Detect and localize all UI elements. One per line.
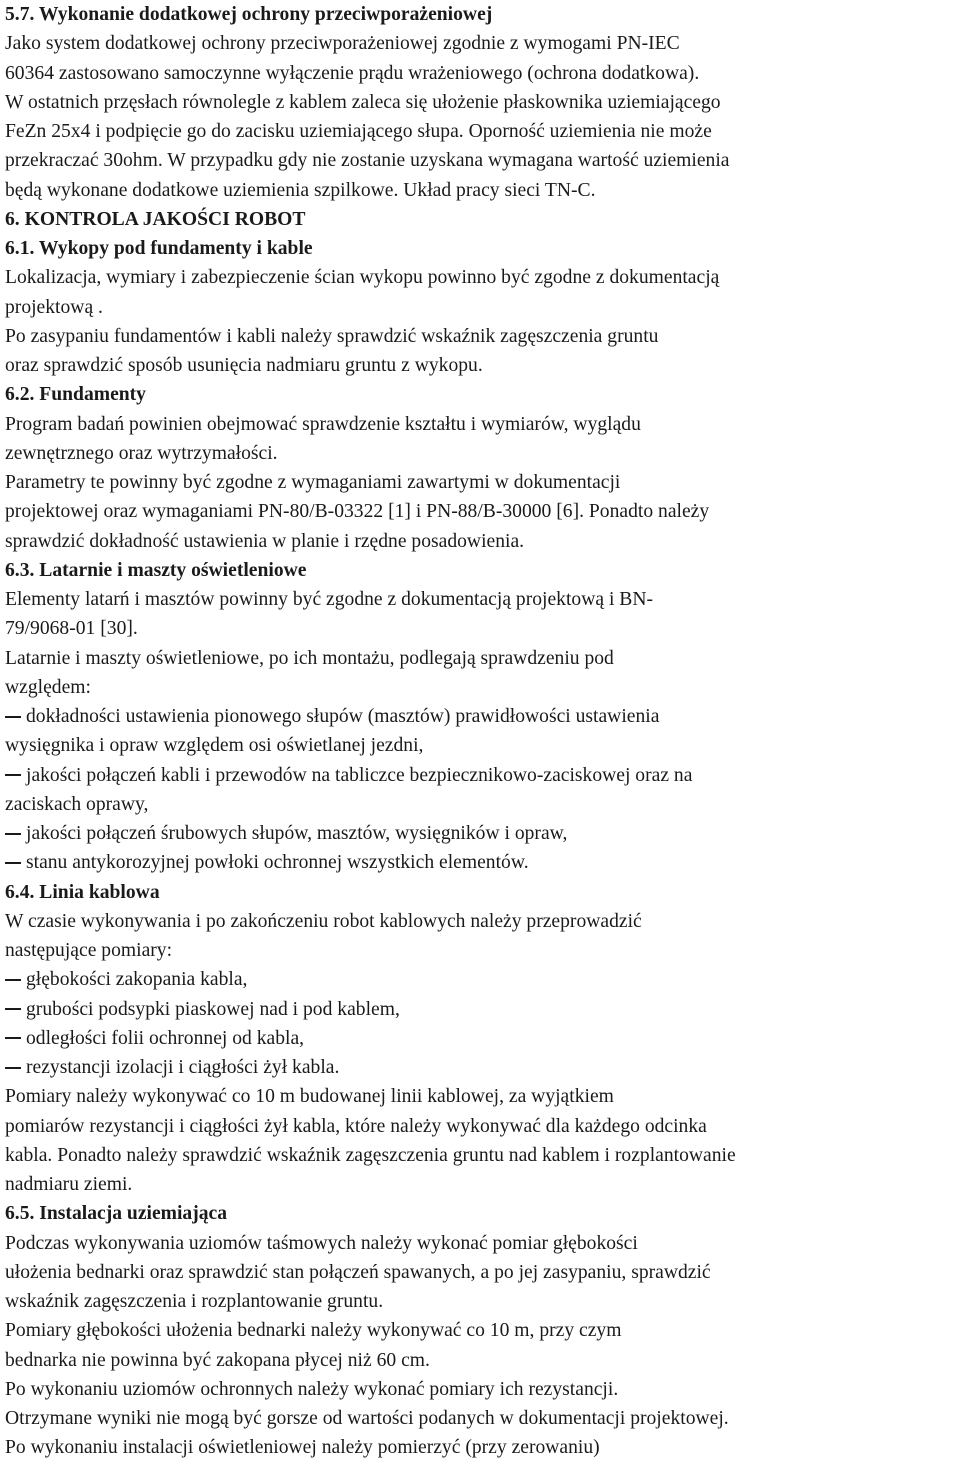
text-line [5,1170,957,1199]
list-item [5,819,957,848]
dash-bullet-icon [5,1067,21,1069]
text-line [5,585,957,614]
line-text: Elementy latarń i masztów powinny być zgodne z dokumentacją projektową i BN- [5,589,654,610]
text-line [5,322,957,351]
line-text: dokładności ustawienia pionowego słupów (masztów) prawidłowości ustawienia [26,706,660,727]
text-line [5,1287,957,1316]
line-text: Pomiary należy wykonywać co 10 m budowanej linii kablowej, za wyjątkiem [5,1086,614,1108]
dash-bullet-icon [5,774,21,776]
dash-bullet-icon [5,979,21,981]
text-line [5,1346,957,1375]
section-heading [5,556,957,585]
line-text: Parametry te powinny być zgodne z wymaganiami zawartymi w dokumentacji [5,472,621,493]
line-text: 6.3. Latarnie i maszty oświetleniowe [5,559,307,581]
text-line [5,1229,957,1258]
line-text: Lokalizacja, wymiary i zabezpieczenie ścian wykopu powinno być zgodne z dokumentacją [5,267,720,289]
dash-bullet-icon [5,833,21,835]
line-text: względem: [5,676,91,698]
text-line [5,468,957,497]
line-text: bednarka nie powinna być zakopana płycej niż 60 cm. [5,1349,430,1371]
text-line [5,88,957,117]
section-heading [5,878,957,907]
text-line [5,1404,957,1433]
line-text: 6. KONTROLA JAKOŚCI ROBOT [5,208,306,230]
line-text: 6.5. Instalacja uziemiająca [5,1203,228,1225]
dash-bullet-icon [5,1008,21,1010]
document-page [5,0,957,1463]
text-line [5,1316,957,1345]
section-heading [5,1199,957,1228]
line-text: następujące pomiary: [5,940,173,961]
list-item [5,1024,957,1053]
dash-bullet-icon [5,1037,21,1039]
line-text: kabla. Ponadto należy sprawdzić wskaźnik zagęszczenia gruntu nad kablem i rozplantowanie [5,1144,736,1166]
text-line [5,29,957,58]
line-text: 6.1. Wykopy pod fundamenty i kable [5,238,313,259]
line-text: głębokości zakopania kabla, [26,969,248,991]
list-item [5,702,957,731]
text-line [5,644,957,673]
line-text: Po zasypaniu fundamentów i kabli należy sprawdzić wskaźnik zagęszczenia gruntu [5,325,659,347]
line-text: 6.2. Fundamenty [5,384,146,406]
text-line [5,1141,957,1170]
line-text: 6.4. Linia kablowa [5,881,160,903]
line-text: jakości połączeń kabli i przewodów na tabliczce bezpiecznikowo-zaciskowej oraz na [26,764,693,786]
text-line [5,1082,957,1111]
line-text: Podczas wykonywania uziomów taśmowych należy wykonać pomiar głębokości [5,1232,638,1254]
line-text: sprawdzić dokładność ustawienia w planie i rzędne posadowienia. [5,530,525,552]
section-heading [5,234,957,263]
line-text: Po wykonaniu instalacji oświetleniowej należy pomierzyć (przy zerowaniu) [5,1437,600,1459]
section-heading [5,0,957,29]
list-item [5,761,957,790]
line-text: przekraczać 30ohm. W przypadku gdy nie zostanie uzyskana wymagana wartość uziemienia [5,150,730,172]
text-line [5,1112,957,1141]
line-text: oraz sprawdzić sposób usunięcia nadmiaru gruntu z wykopu. [5,355,483,376]
text-line [5,731,957,760]
line-text: Program badań powinien obejmować sprawdzenie kształtu i wymiarów, wyglądu [5,413,641,435]
line-text: Latarnie i maszty oświetleniowe, po ich montażu, podlegają sprawdzeniu pod [5,647,614,669]
section-heading [5,205,957,234]
text-line [5,293,957,322]
text-line [5,263,957,292]
dash-bullet-icon [5,862,21,864]
text-line [5,790,957,819]
list-item [5,965,957,994]
text-line [5,351,957,380]
line-text: W czasie wykonywania i po zakończeniu robot kablowych należy przeprowadzić [5,910,642,932]
line-text: grubości podsypki piaskowej nad i pod kablem, [26,998,400,1020]
line-text: W ostatnich przęsłach równolegle z kablem zaleca się ułożenie płaskownika uziemiającego [5,91,721,113]
line-text: odległości folii ochronnej od kabla, [26,1027,305,1049]
list-item [5,995,957,1024]
line-text: FeZn 25x4 i podpięcie go do zacisku uziemiającego słupa. Oporność uziemienia nie może [5,121,712,142]
text-line [5,439,957,468]
text-line [5,1375,957,1404]
line-text: 5.7. Wykonanie dodatkowej ochrony przeciwporażeniowej [5,4,493,25]
line-text: Pomiary głębokości ułożenia bednarki należy wykonywać co 10 m, przy czym [5,1320,622,1342]
line-text: projektową . [5,296,103,318]
line-text: 79/9068-01 [30]. [5,618,138,640]
line-text: jakości połączeń śrubowych słupów, masztów, wysięgników i opraw, [26,823,568,844]
line-text: zaciskach oprawy, [5,793,149,815]
line-text: projektowej oraz wymaganiami PN-80/B-03322 [1] i PN-88/B-30000 [6]. Ponadto należy [5,501,710,523]
line-text: wskaźnik zagęszczenia i rozplantowanie gruntu. [5,1291,384,1312]
text-line [5,410,957,439]
line-text: zewnętrznego oraz wytrzymałości. [5,442,278,464]
text-line [5,497,957,526]
list-item [5,1053,957,1082]
text-line [5,936,957,965]
text-line [5,673,957,702]
line-text: Po wykonaniu uziomów ochronnych należy wykonać pomiary ich rezystancji. [5,1378,619,1400]
text-line [5,117,957,146]
text-line [5,614,957,643]
line-text: wysięgnika i opraw względem osi oświetlanej jezdni, [5,735,424,757]
line-text: 60364 zastosowano samoczynne wyłączenie prądu wrażeniowego (ochrona dodatkowa). [5,62,700,84]
line-text: będą wykonane dodatkowe uziemienia szpilkowe. Układ pracy sieci TN-C. [5,179,596,201]
line-text: Otrzymane wyniki nie mogą być gorsze od wartości podanych w dokumentacji projektowej. [5,1408,729,1429]
line-text: Jako system dodatkowej ochrony przeciwporażeniowej zgodnie z wymogami PN-IEC [5,33,680,55]
section-heading [5,380,957,409]
line-text: stanu antykorozyjnej powłoki ochronnej wszystkich elementów. [26,852,529,874]
line-text: nadmiaru ziemi. [5,1174,133,1195]
text-line [5,1258,957,1287]
line-text: ułożenia bednarki oraz sprawdzić stan połączeń spawanych, a po jej zasypaniu, sprawdzić [5,1261,711,1283]
text-line [5,527,957,556]
line-text: pomiarów rezystancji i ciągłości żył kabla, które należy wykonywać dla każdego odcinka [5,1115,707,1137]
text-line [5,59,957,88]
text-line [5,146,957,175]
text-line [5,907,957,936]
line-text: rezystancji izolacji i ciągłości żył kabla. [26,1057,340,1078]
list-item [5,848,957,877]
text-line [5,1433,957,1462]
dash-bullet-icon [5,716,21,718]
text-line [5,176,957,205]
